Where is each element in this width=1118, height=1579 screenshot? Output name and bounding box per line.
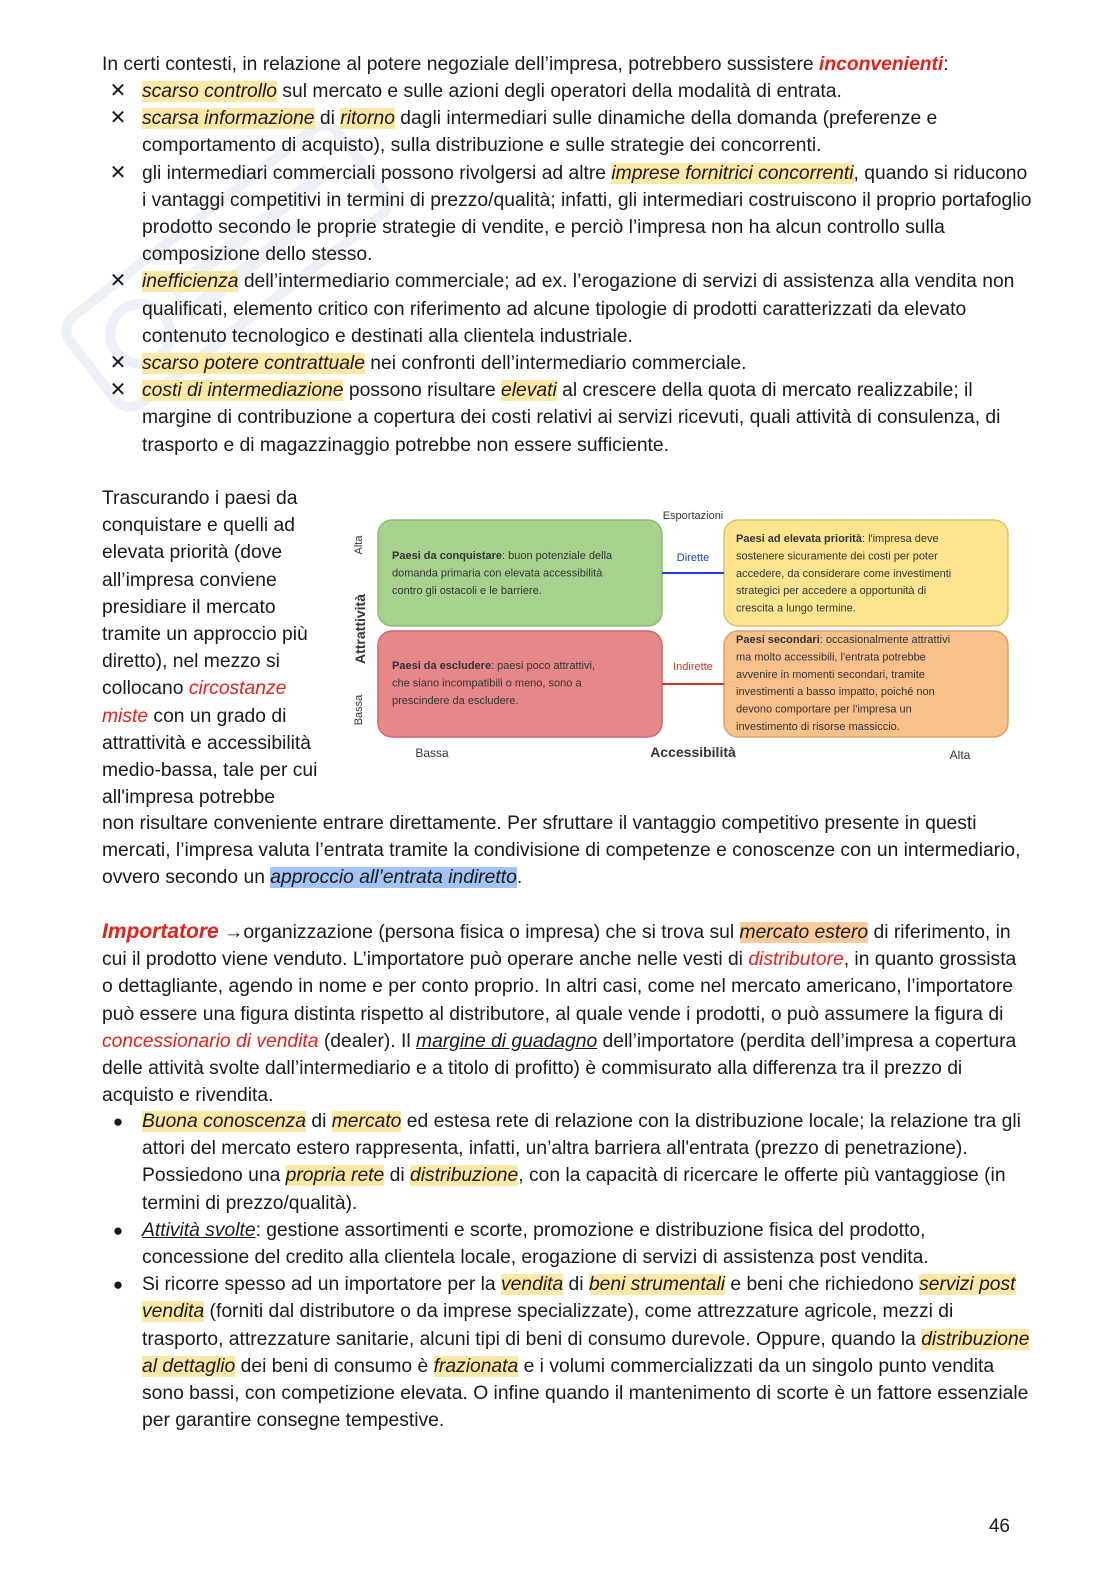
cons-list [102,78,1032,459]
quadrant-text-line: accedere, da considerare come investimenti [736,567,952,580]
quadrant-text-line: Paesi secondari: occasionalmente attrattivi [736,634,951,646]
x-axis-low-label: Bassa [415,746,449,760]
esportazioni-label: Esportazioni [662,510,724,522]
list-item: ✕ gli intermediari commerciali possono rivolgersi ad altre imprese fornitrici concorrenti, quando si riducono i vantaggi competitivi in termini di prezzo/qualità; infatti, gli intermediari costruiscono il proprio portafoglio prodotto secondo le proprie strategie di vendite, e perciò l’impresa non ha alcun controllo sulla composizione dello stesso. [102,160,1032,269]
keyword-inconvenienti: inconvenienti [819,54,944,75]
quadrant-text-line: Paesi da escludere: paesi poco attrattivi, [392,660,596,672]
dirette-label: Dirette [676,552,710,564]
y-axis-title: Attrattività [352,593,368,665]
list-item: ✕ scarso potere contrattuale nei confronti dell’intermediario commerciale. [102,350,1032,377]
list-item: ✕ scarso controllo sul mercato e sulle azioni degli operatori della modalità di entrata. [102,78,1032,105]
list-item: ● Si ricorre spesso ad un importatore per la vendita di beni strumentali e beni che richiedono servizi post vendita (forniti dal distributore o da imprese specializzate), come attrezzature agricole, mezzi di trasporto, attrezzature sanitarie, alcuni tipi di beni di consumo durevole. Oppure, quando la distribuzione al dettaglio dei beni di consumo è frazionata e i volumi commercializzati da un singolo punto vendita sono bassi, con competizione elevata. O infine quando il mantenimento di scorte è un fattore essenziale per garantire consegne tempestive. [102,1271,1032,1434]
side-paragraph: Trascurando i paesi da conquistare e quelli ad elevata priorità (dove all’impresa conviene presidiare il mercato tramite un approccio più diretto), nel mezzo si collocano circostanze miste con un grado di attrattività e accessibilità medio-bassa, tale per cui all'impresa potrebbe [102,488,318,809]
quadrant-text-line: avvenire in momenti secondari, tramite [736,668,925,681]
quadrant-text-line: ma molto accessibili, l'entrata potrebbe [736,651,926,664]
quadrant-text-line: crescita a lungo termine. [736,602,856,615]
list-item: ● Buona conoscenza di mercato ed estesa rete di relazione con la distribuzione locale; la relazione tra gli attori del mercato estero rappresenta, infatti, un’altra barriera all'entrata (prezzo di penetrazione). Possiedono una propria rete di distribuzione, con la capacità di ricercare le offerte più vantaggiose (in termini di prezzo/qualità). [102,1108,1032,1217]
cross-icon: ✕ [109,379,127,402]
quadrant-text-line: devono comportare per l'impresa un [736,703,912,716]
quadrant-text-line: Paesi da conquistare: buon potenziale della [392,550,613,562]
quadrant-text-line: strategici per accedere a opportunità di [736,585,927,598]
quadrant-text-line: che siano incompatibili o meno, sono a [392,677,582,690]
bullet-icon: ● [112,1220,124,1240]
attractiveness-accessibility-matrix [348,505,1018,775]
cross-icon: ✕ [109,352,127,375]
list-item: ● Attività svolte: gestione assortimenti e scorte, promozione e distribuzione fisica del prodotto, concessione del credito alla clientela locale, erogazione di servizi di assistenza post vendita. [102,1217,1032,1271]
quadrant-text-line: Paesi ad elevata priorità: l'impresa deve [736,533,939,545]
y-axis-low-label: Bassa [353,694,365,726]
bullet-icon: ● [112,1275,124,1295]
intro-paragraph: In certi contesti, in relazione al potere negoziale dell’impresa, potrebbero sussistere inconvenienti: [102,54,949,75]
cross-icon: ✕ [109,161,127,184]
x-axis-title: Accessibilità [650,744,736,760]
quadrant-text-line: sostenere sicuramente dei costi per poter [736,550,938,563]
quadrant-text-line: contro gli ostacoli e le barriere. [392,584,542,597]
list-item: ✕ scarsa informazione di ritorno dagli intermediari sulle dinamiche della domanda (preferenze e comportamento di acquisto), sulla distribuzione e sulle strategie dei concorrenti. [102,105,1032,159]
section-title: Importatore [102,920,219,943]
cross-icon: ✕ [109,80,127,102]
quadrant-text-line: investimenti a basso impatto, poiché non [736,686,935,699]
cross-icon: ✕ [109,270,127,293]
y-axis-high-label: Alta [353,535,365,555]
page-number: 46 [988,1516,1010,1537]
quadrant-text-line: domanda primaria con elevata accessibilità [392,567,603,580]
indirette-label: Indirette [673,661,713,673]
importatore-paragraph: Importatore →organizzazione (persona fisica o impresa) che si trova sul mercato estero di riferimento, in cui il prodotto viene venduto. L’importatore può operare anche nelle vesti di distributore, in quanto grossista o dettagliante, agendo in nome e per conto proprio. In altri casi, come nel mercato americano, l’importatore può essere una figura distinta rispetto al distributore, al quale vende i prodotti, o può assumere la figura di concessionario di vendita (dealer). Il margine di guadagno dell’importatore (perdita dell’impresa a copertura delle attività svolte dall’intermediario e a titolo di profitto) è commisurato alla differenza tra il prezzo di acquisto e rivendita. [102,920,1017,1107]
importatore-bullets [102,1108,1032,1434]
bullet-icon: ● [112,1112,124,1131]
indirect-entry-paragraph: non risultare conveniente entrare direttamente. Per sfruttare il vantaggio competitivo presente in questi mercati, l’impresa valuta l’entrata tramite la condivisione di competenze e conoscenze con un intermediario, ovvero secondo un approccio all’entrata indiretto. [102,813,1021,889]
list-item: ✕ costi di intermediazione possono risultare elevati al crescere della quota di mercato realizzabile; il margine di contribuzione a copertura dei costi relativi ai servizi ricevuti, quali attività di consulenza, di trasporto e di magazzinaggio potrebbe non essere sufficiente. [102,377,1032,459]
cross-icon: ✕ [109,107,127,130]
x-axis-high-label: Alta [949,748,971,762]
quadrant-text-line: prescindere da escludere. [392,694,519,707]
list-item: ✕ inefficienza dell’intermediario commerciale; ad ex. l’erogazione di servizi di assistenza alla vendita non qualificati, elemento critico con riferimento ad alcune tipologie di prodotti caratterizzati da elevato contenuto tecnologico e destinati alla clientela industriale. [102,268,1032,350]
quadrant-text-line: investimento di risorse massiccio. [736,721,900,733]
